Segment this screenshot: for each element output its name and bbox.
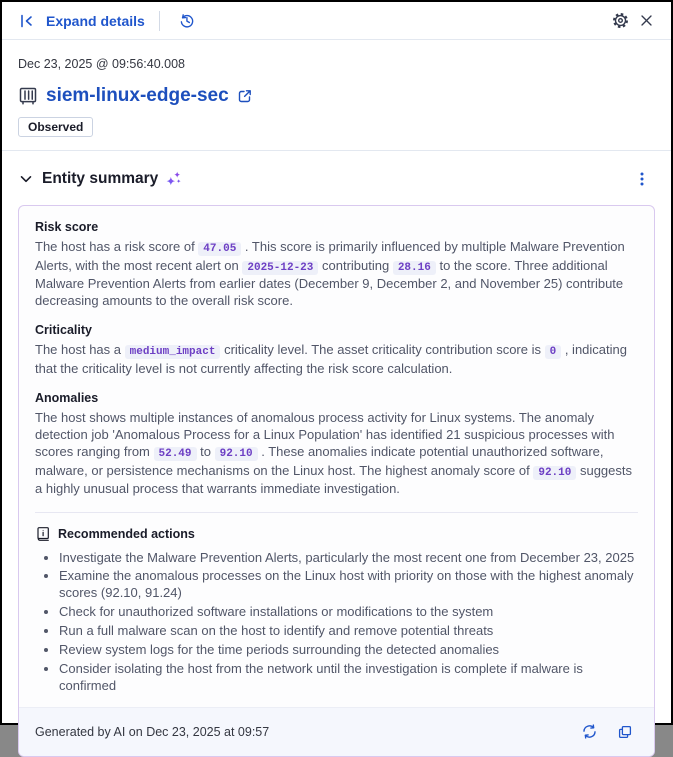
refresh-icon <box>581 723 598 740</box>
open-host-details-popout-icon[interactable] <box>237 88 253 104</box>
inline-code-value: 52.49 <box>154 447 197 461</box>
event-timestamp: Dec 23, 2025 @ 09:56:40.008 <box>18 57 185 71</box>
generated-by-ai-text: Generated by AI on Dec 23, 2025 at 09:57 <box>35 724 270 739</box>
history-button[interactable] <box>174 8 200 34</box>
inline-code-value: 92.10 <box>215 447 258 461</box>
copy-icon <box>617 724 633 740</box>
documentation-book-icon <box>35 526 51 542</box>
inline-code-value: 47.05 <box>198 242 241 256</box>
flyout-toolbar <box>2 2 671 40</box>
close-icon <box>639 13 654 28</box>
summary-options-menu-button[interactable] <box>629 166 655 192</box>
ai-sparkles-icon <box>164 170 183 189</box>
risk-score-text: The host has a risk score of 47.05 . This score is primarily influenced by multiple Malware Prevention Alerts, with the most recent alert on 2025-12-23 contributing 28.16 to the score. Three additional Malware Prevention Alerts from earlier dates (December 9, December 2, and November 25) contribute decreasing amounts to the overall risk score. <box>35 239 625 309</box>
recommended-action-item: • Run a full malware scan on the host to identify and remove potential threats <box>59 623 638 640</box>
recommended-action-item: • Consider isolating the host from the network until the investigation is complete if malware is confirmed <box>59 661 638 695</box>
recommended-actions-list <box>35 550 638 695</box>
inline-code-value: 92.10 <box>533 466 576 480</box>
summary-footer <box>19 707 654 756</box>
risk-score-heading: Risk score <box>35 220 99 234</box>
chevron-down-icon <box>18 171 34 187</box>
gear-icon <box>612 12 629 29</box>
recommended-action-item: • Check for unauthorized software installations or modifications to the system <box>59 604 638 621</box>
recommended-action-item: • Examine the anomalous processes on the Linux host with priority on those with the highest anomaly scores (92.10, 91.24) <box>59 568 638 602</box>
collapse-icon <box>19 13 35 29</box>
recommended-action-item: • Investigate the Malware Prevention Alerts, particularly the most recent one from December 23, 2025 <box>59 550 638 567</box>
inline-code-value: medium_impact <box>125 345 221 359</box>
criticality-heading: Criticality <box>35 323 92 338</box>
panel-divider <box>35 512 638 513</box>
close-button[interactable] <box>633 8 659 34</box>
entity-summary-panel <box>18 205 655 757</box>
copy-summary-button[interactable] <box>612 719 638 745</box>
host-icon <box>18 86 38 106</box>
observed-status-badge: Observed <box>18 117 93 137</box>
inline-code-value: 2025-12-23 <box>242 261 318 275</box>
expand-details-link[interactable]: Expand details <box>46 12 145 29</box>
history-icon <box>178 12 195 29</box>
toolbar-divider <box>159 11 160 31</box>
anomalies-text: The host shows multiple instances of anomalous process activity for Linux systems. The anomaly detection job 'Anomalous Process for a Linux Population' has identified 21 suspicious processes with scores ranging from 52.49 to 92.10 . These anomalies indicate potential unauthorized software, malware, or persistence mechanisms on the Linux host. The highest anomaly score of 92.10 suggests a highly unusual process that warrants immediate investigation. <box>35 410 633 497</box>
settings-button[interactable] <box>607 8 633 34</box>
host-name-link[interactable]: siem-linux-edge-sec <box>46 85 229 106</box>
recommended-actions-heading: Recommended actions <box>58 526 195 541</box>
entity-summary-accordion-toggle[interactable] <box>18 166 655 192</box>
kebab-menu-icon <box>635 171 649 187</box>
recommended-action-item: • Review system logs for the time periods surrounding the detected anomalies <box>59 642 638 659</box>
inline-code-value: 28.16 <box>393 261 436 275</box>
regenerate-summary-button[interactable] <box>576 719 602 745</box>
header-divider <box>2 150 671 151</box>
inline-code-value: 0 <box>545 345 562 359</box>
criticality-text: The host has a medium_impact criticality level. The asset criticality contribution score is 0 , indicating that the criticality level is not currently affecting the risk score calculation. <box>35 342 627 376</box>
anomalies-heading: Anomalies <box>35 391 99 406</box>
entity-summary-title: Entity summary <box>42 170 159 187</box>
collapse-details-button[interactable] <box>14 8 40 34</box>
